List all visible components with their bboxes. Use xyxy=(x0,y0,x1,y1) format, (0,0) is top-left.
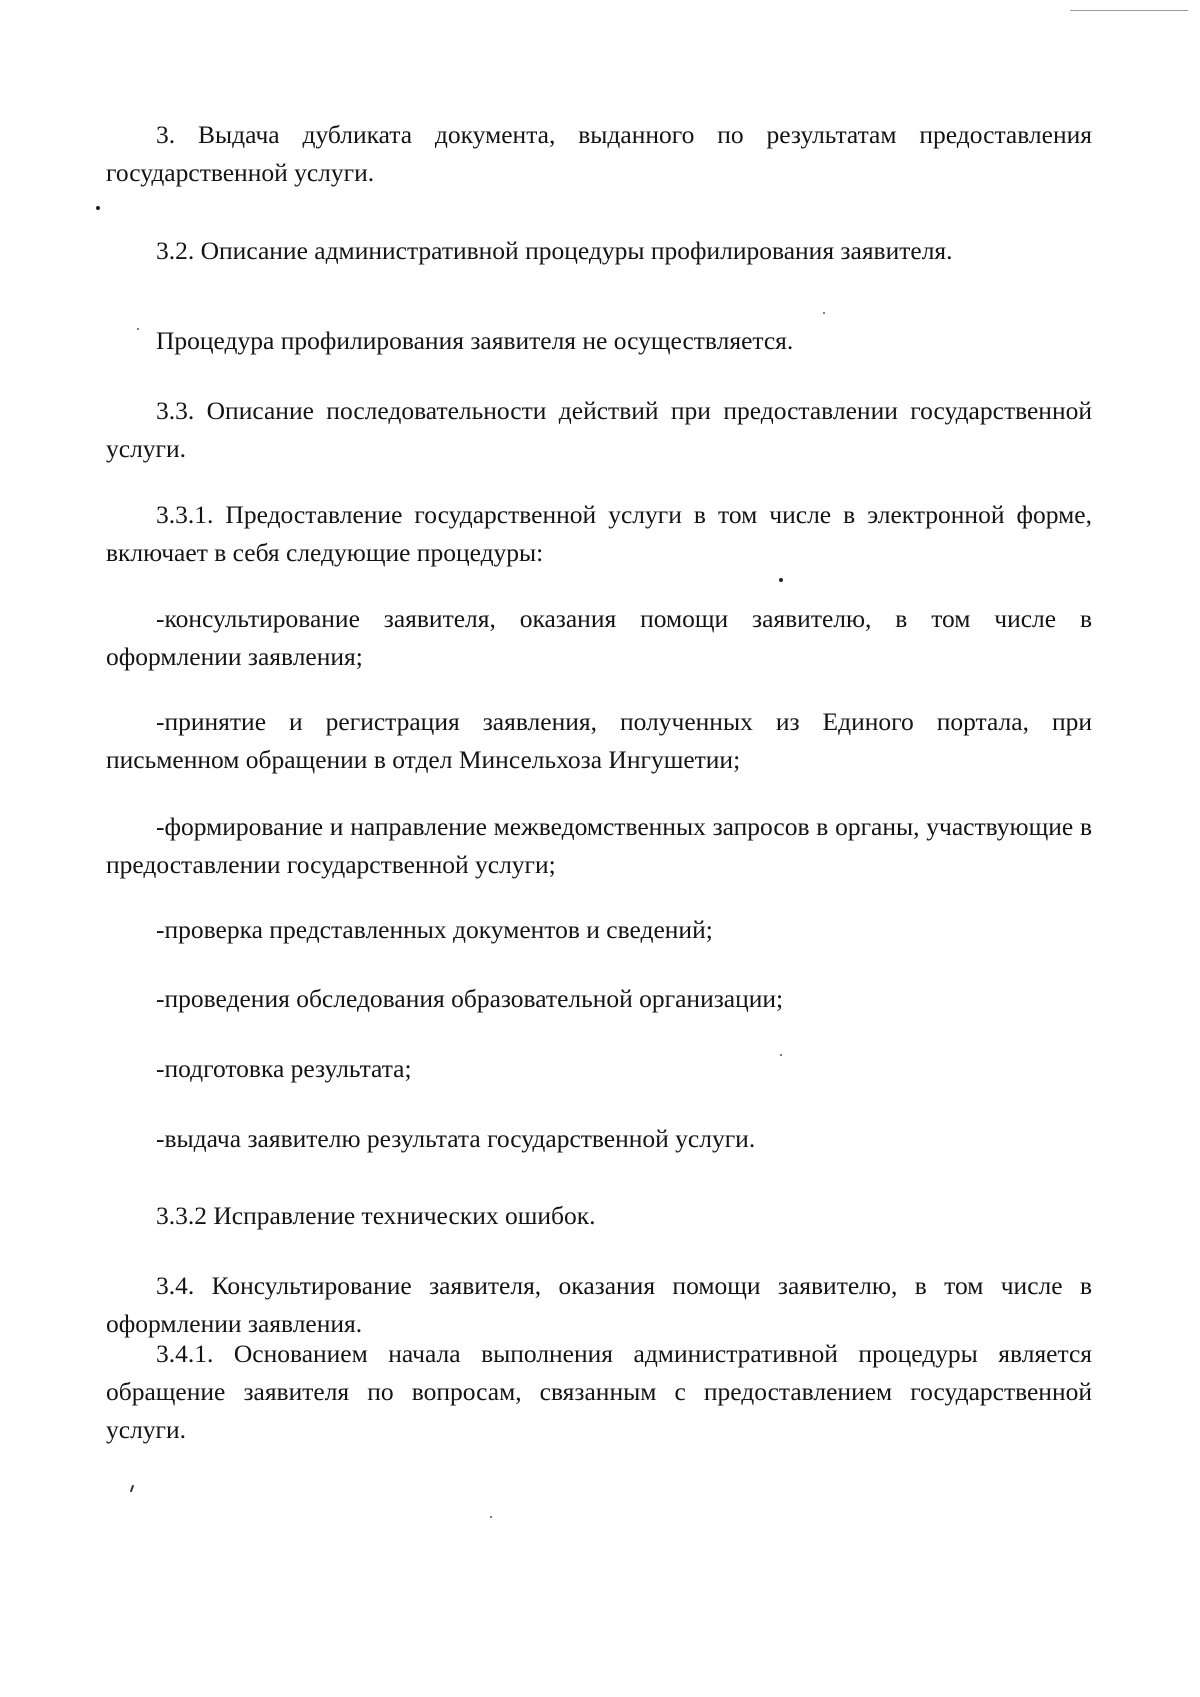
scan-speck xyxy=(96,206,100,210)
scan-speck xyxy=(823,312,825,314)
paragraph-section-3-4-1: 3.4.1. Основанием начала выполнения административной процедуры является обращение заявителя по вопросам, связанным с предоставлением государственной услуги. xyxy=(106,1339,1092,1444)
paragraph-section-3-2: 3.2. Описание административной процедуры профилирования заявителя. xyxy=(156,236,953,265)
list-item-inspection: -проведения обследования образовательной организации; xyxy=(156,984,784,1013)
paragraph-no-profiling: Процедура профилирования заявителя не осуществляется. xyxy=(156,326,794,355)
list-item-registration: -принятие и регистрация заявления, полученных из Единого портала, при письменном обращении в отдел Минсельхоза Ингушетии; xyxy=(106,707,1092,774)
list-item-interagency-requests: -формирование и направление межведомственных запросов в органы, участвующие в предоставлении государственной услуги; xyxy=(106,812,1092,879)
scan-mark xyxy=(130,1485,134,1492)
paragraph-section-3-3-1: 3.3.1. Предоставление государственной услуги в том числе в электронной форме, включает в себя следующие процедуры: xyxy=(106,500,1092,567)
paragraph-section-3-3-2: 3.3.2 Исправление технических ошибок. xyxy=(156,1201,596,1230)
list-item-issuance: -выдача заявителю результата государственной услуги. xyxy=(156,1124,756,1153)
scan-speck xyxy=(779,578,783,582)
paragraph-section-3-4: 3.4. Консультирование заявителя, оказания помощи заявителю, в том числе в оформлении заявления. xyxy=(106,1271,1092,1338)
scan-speck xyxy=(490,1516,492,1518)
paragraph-item-3: 3. Выдача дубликата документа, выданного по результатам предоставления государственной услуги. xyxy=(106,120,1092,187)
list-item-preparation: -подготовка результата; xyxy=(156,1054,412,1083)
paragraph-section-3-3: 3.3. Описание последовательности действий при предоставлении государственной услуги. xyxy=(106,396,1092,463)
scan-edge-line xyxy=(1070,10,1188,11)
list-item-document-check: -проверка представленных документов и сведений; xyxy=(156,915,713,944)
list-item-consulting: -консультирование заявителя, оказания помощи заявителю, в том числе в оформлении заявления; xyxy=(106,604,1092,671)
